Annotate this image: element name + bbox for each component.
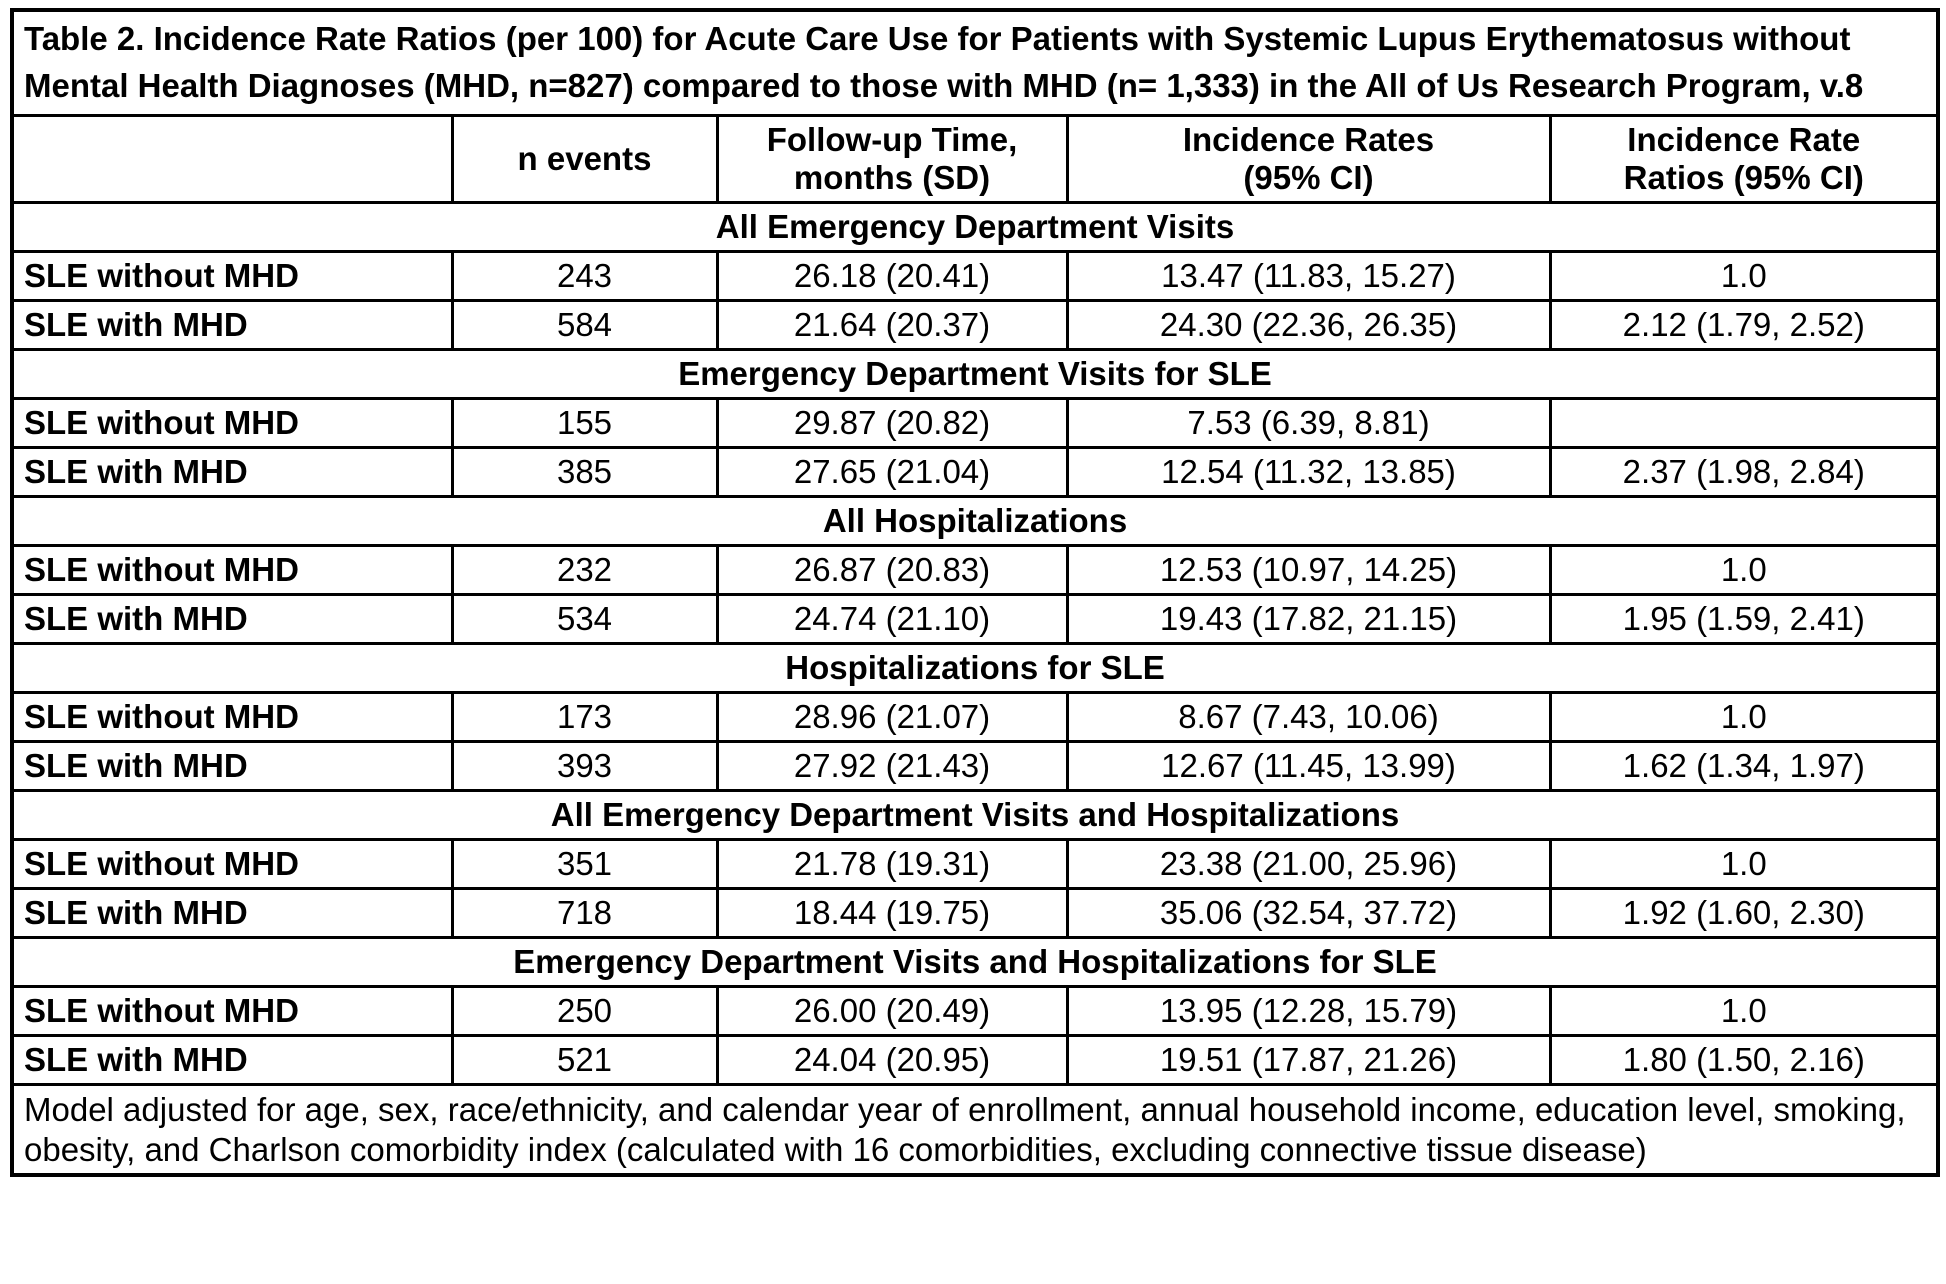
column-header-n-events bbox=[452, 115, 717, 203]
row-label-cell: SLE without MHD bbox=[12, 399, 452, 448]
row-label-cell: SLE with MHD bbox=[12, 1036, 452, 1085]
followup-cell: 27.65 (21.04) bbox=[717, 448, 1067, 497]
followup-cell: 29.87 (20.82) bbox=[717, 399, 1067, 448]
irr-cell: 1.0 bbox=[1550, 840, 1938, 889]
table-row bbox=[12, 595, 1938, 644]
incidence-cell: 13.95 (12.28, 15.79) bbox=[1067, 987, 1550, 1036]
irr-cell: 2.12 (1.79, 2.52) bbox=[1550, 301, 1938, 350]
section-header: All Emergency Department Visits bbox=[12, 203, 1938, 252]
section-header: All Hospitalizations bbox=[12, 497, 1938, 546]
row-label-cell: SLE with MHD bbox=[12, 889, 452, 938]
n-events-cell: 385 bbox=[452, 448, 717, 497]
followup-cell: 27.92 (21.43) bbox=[717, 742, 1067, 791]
footnote: Model adjusted for age, sex, race/ethnicity, and calendar year of enrollment, annual household income, education level, smoking, obesity, and Charlson comorbidity index (calculated with 16 comorbidities, excluding connective tissue disease) bbox=[12, 1085, 1938, 1176]
followup-cell: 21.64 (20.37) bbox=[717, 301, 1067, 350]
irr-cell: 2.37 (1.98, 2.84) bbox=[1550, 448, 1938, 497]
column-header-followup-label: Follow-up Time, months (SD) bbox=[766, 120, 1018, 196]
n-events-cell: 250 bbox=[452, 987, 717, 1036]
incidence-cell: 12.53 (10.97, 14.25) bbox=[1067, 546, 1550, 595]
table-row bbox=[12, 1036, 1938, 1085]
row-label-cell: SLE with MHD bbox=[12, 595, 452, 644]
n-events-cell: 155 bbox=[452, 399, 717, 448]
section-header-row bbox=[12, 497, 1938, 546]
n-events-cell: 173 bbox=[452, 693, 717, 742]
table-row bbox=[12, 840, 1938, 889]
followup-cell: 26.18 (20.41) bbox=[717, 252, 1067, 301]
table-title: Table 2. Incidence Rate Ratios (per 100) for Acute Care Use for Patients with Systemic Lupus Erythematosus without Mental Health Diagnoses (MHD, n=827) compared to those with MHD (n= 1,333) in the All of Us Research Program, v.8 bbox=[12, 10, 1938, 115]
incidence-cell: 12.54 (11.32, 13.85) bbox=[1067, 448, 1550, 497]
row-label-cell: SLE without MHD bbox=[12, 987, 452, 1036]
n-events-cell: 534 bbox=[452, 595, 717, 644]
section-header-row bbox=[12, 350, 1938, 399]
footnote-row bbox=[12, 1085, 1938, 1176]
section-header: Emergency Department Visits for SLE bbox=[12, 350, 1938, 399]
column-header-incidence bbox=[1067, 115, 1550, 203]
incidence-cell: 19.51 (17.87, 21.26) bbox=[1067, 1036, 1550, 1085]
row-label-cell: SLE without MHD bbox=[12, 693, 452, 742]
column-header-row bbox=[12, 115, 1938, 203]
table-title-row bbox=[12, 10, 1938, 115]
table-row bbox=[12, 252, 1938, 301]
irr-cell: 1.0 bbox=[1550, 546, 1938, 595]
irr-cell: 1.62 (1.34, 1.97) bbox=[1550, 742, 1938, 791]
incidence-cell: 13.47 (11.83, 15.27) bbox=[1067, 252, 1550, 301]
incidence-cell: 23.38 (21.00, 25.96) bbox=[1067, 840, 1550, 889]
irr-cell: 1.80 (1.50, 2.16) bbox=[1550, 1036, 1938, 1085]
section-header-row bbox=[12, 938, 1938, 987]
section-header: Emergency Department Visits and Hospitalizations for SLE bbox=[12, 938, 1938, 987]
table-row bbox=[12, 693, 1938, 742]
n-events-cell: 584 bbox=[452, 301, 717, 350]
table-row bbox=[12, 448, 1938, 497]
irr-cell: 1.92 (1.60, 2.30) bbox=[1550, 889, 1938, 938]
n-events-cell: 232 bbox=[452, 546, 717, 595]
column-header-irr bbox=[1550, 115, 1938, 203]
column-header-n-events-label: n events bbox=[517, 139, 652, 177]
section-header: Hospitalizations for SLE bbox=[12, 644, 1938, 693]
section-header: All Emergency Department Visits and Hospitalizations bbox=[12, 791, 1938, 840]
row-label-cell: SLE without MHD bbox=[12, 840, 452, 889]
followup-cell: 26.87 (20.83) bbox=[717, 546, 1067, 595]
incidence-cell: 24.30 (22.36, 26.35) bbox=[1067, 301, 1550, 350]
column-header-incidence-label: Incidence Rates (95% CI) bbox=[1182, 120, 1435, 196]
irr-cell: 1.0 bbox=[1550, 987, 1938, 1036]
incidence-cell: 7.53 (6.39, 8.81) bbox=[1067, 399, 1550, 448]
row-label-cell: SLE with MHD bbox=[12, 448, 452, 497]
empty-header-cell bbox=[12, 115, 452, 203]
incidence-cell: 8.67 (7.43, 10.06) bbox=[1067, 693, 1550, 742]
n-events-cell: 351 bbox=[452, 840, 717, 889]
incidence-cell: 19.43 (17.82, 21.15) bbox=[1067, 595, 1550, 644]
followup-cell: 24.74 (21.10) bbox=[717, 595, 1067, 644]
n-events-cell: 393 bbox=[452, 742, 717, 791]
section-header-row bbox=[12, 791, 1938, 840]
irr-cell: 1.0 bbox=[1550, 252, 1938, 301]
incidence-cell: 12.67 (11.45, 13.99) bbox=[1067, 742, 1550, 791]
followup-cell: 28.96 (21.07) bbox=[717, 693, 1067, 742]
incidence-cell: 35.06 (32.54, 37.72) bbox=[1067, 889, 1550, 938]
followup-cell: 24.04 (20.95) bbox=[717, 1036, 1067, 1085]
irr-cell: 1.0 bbox=[1550, 693, 1938, 742]
column-header-followup bbox=[717, 115, 1067, 203]
n-events-cell: 521 bbox=[452, 1036, 717, 1085]
table-row bbox=[12, 399, 1938, 448]
table-row bbox=[12, 889, 1938, 938]
incidence-rate-table bbox=[10, 8, 1940, 1177]
row-label-cell: SLE without MHD bbox=[12, 252, 452, 301]
row-label-cell: SLE with MHD bbox=[12, 742, 452, 791]
irr-cell: 1.95 (1.59, 2.41) bbox=[1550, 595, 1938, 644]
followup-cell: 21.78 (19.31) bbox=[717, 840, 1067, 889]
table-row bbox=[12, 742, 1938, 791]
followup-cell: 26.00 (20.49) bbox=[717, 987, 1067, 1036]
section-header-row bbox=[12, 203, 1938, 252]
row-label-cell: SLE without MHD bbox=[12, 546, 452, 595]
n-events-cell: 243 bbox=[452, 252, 717, 301]
section-header-row bbox=[12, 644, 1938, 693]
n-events-cell: 718 bbox=[452, 889, 717, 938]
table-row bbox=[12, 301, 1938, 350]
table-row bbox=[12, 546, 1938, 595]
irr-cell bbox=[1550, 399, 1938, 448]
row-label-cell: SLE with MHD bbox=[12, 301, 452, 350]
followup-cell: 18.44 (19.75) bbox=[717, 889, 1067, 938]
table-row bbox=[12, 987, 1938, 1036]
column-header-irr-label: Incidence Rate Ratios (95% CI) bbox=[1623, 120, 1864, 196]
